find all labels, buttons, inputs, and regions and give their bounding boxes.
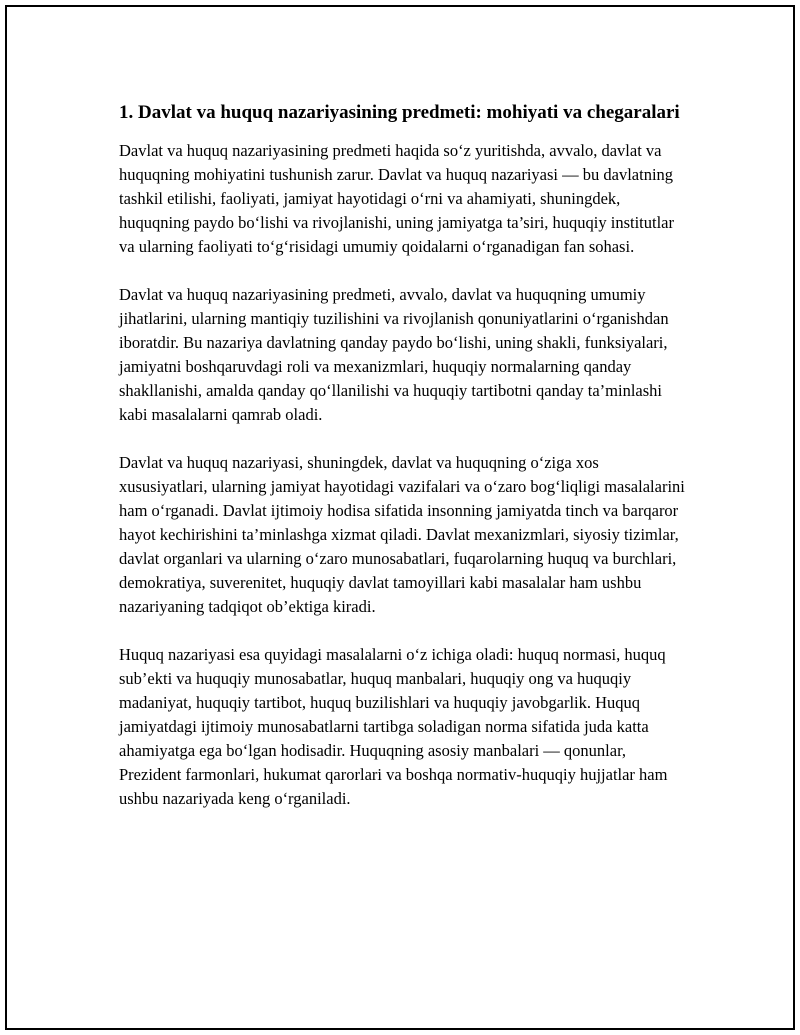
paragraph-3: Davlat va huquq nazariyasi, shuningdek, davlat va huquqning o‘ziga xos xususiyatlari, ularning jamiyat hayotidagi vazifalari va o‘zaro bog‘liqligi masalalarini ham o‘rganadi. Davlat ijtimoiy hodisa sifatida insonning jamiyatda tinch va barqaror hayot kechirishini ta’minlashga xizmat qiladi. Davlat mexanizmlari, siyosiy tizimlar, davlat organlari va ularning o‘zaro munosabatlari, fuqarolarning huquq va burchlari, demokratiya, suverenitet, huquqiy davlat tamoyillari kabi masalalar ham ushbu nazariyaning tadqiqot ob’ektiga kiradi. xyxy=(119,453,685,616)
document-body xyxy=(119,99,691,811)
paragraph-1: Davlat va huquq nazariyasining predmeti haqida so‘z yuritishda, avvalo, davlat va huquqning mohiyatini tushunish zarur. Davlat va huquq nazariyasi — bu davlatning tashkil etilishi, faoliyati, jamiyat hayotidagi o‘rni va ahamiyati, shuningdek, huquqning paydo bo‘lishi va rivojlanishi, uning jamiyatga ta’siri, huquqiy institutlar va ularning faoliyati to‘g‘risidagi umumiy qoidalarni o‘rganadigan fan sohasi. xyxy=(119,141,674,256)
paragraph-4: Huquq nazariyasi esa quyidagi masalalarni o‘z ichiga oladi: huquq normasi, huquq sub’ekti va huquqiy munosabatlar, huquq manbalari, huquqiy ong va huquqiy madaniyat, huquqiy tartibot, huquq buzilishlari va huquqiy javobgarlik. Huquq jamiyatdagi ijtimoiy munosabatlarni tartibga soladigan norma sifatida juda katta ahamiyatga ega bo‘lgan hodisadir. Huquqning asosiy manbalari — qonunlar, Prezident farmonlari, hukumat qarorlari va boshqa normativ-huquqiy hujjatlar ham ushbu nazariyada keng o‘rganiladi. xyxy=(119,645,668,808)
section-heading: 1. Davlat va huquq nazariyasining predmeti: mohiyati va chegaralari xyxy=(119,102,680,123)
page-frame xyxy=(5,5,795,1030)
paragraph-2: Davlat va huquq nazariyasining predmeti, avvalo, davlat va huquqning umumiy jihatlarini, ularning mantiqiy tuzilishini va rivojlanish qonuniyatlarini o‘rganishdan iboratdir. Bu nazariya davlatning qanday paydo bo‘lishi, uning shakli, funksiyalari, jamiyatni boshqaruvdagi roli va mexanizmlari, huquqiy normalarning qanday shakllanishi, amalda qanday qo‘llanilishi va huquqiy tartibotni qanday ta’minlashi kabi masalalarni qamrab oladi. xyxy=(119,285,669,424)
